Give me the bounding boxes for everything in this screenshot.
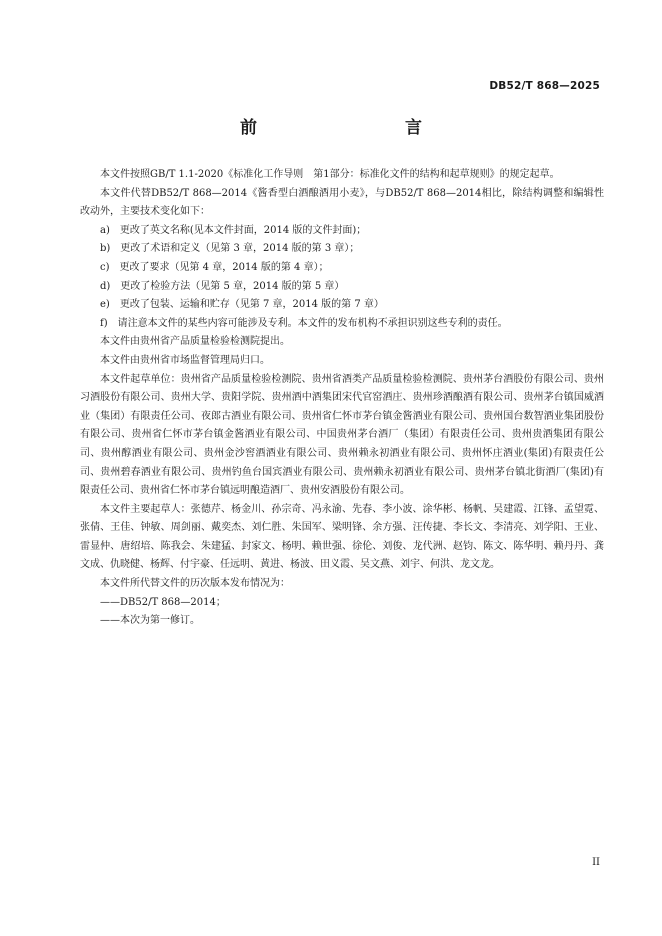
list-item: a) 更改了英文名称(见本文件封面，2014 版的文件封面)； (100, 224, 367, 236)
history-item: ——本次为第一修订。 (100, 615, 200, 627)
foreword-body (80, 166, 604, 631)
paragraph-replacement: 本文件代替DB52/T 868—2014《酱香型白酒酿酒用小麦》，与DB52/T 868—2014相比，除结构调整和编辑性改动外，主要技术变化如下： (80, 187, 604, 218)
paragraph-proposer: 本文件由贵州省产品质量检验检测院提出。 (100, 336, 290, 348)
paragraph-drafting-units: 本文件起草单位：贵州省产品质量检验检测院、贵州省酒类产品质量检验检测院、贵州茅台酒股份有限公司、贵州习酒股份有限公司、贵州大学、贵阳学院、贵州酒中酒集团宋代官窑酒庄、贵州珍酒酿酒有限公司、贵州茅台镇国威酒业（集团）有限责任公司、夜郎古酒业有限公司、贵州省仁怀市茅台镇金酱酒业有限公司、贵州国台数智酒业集团股份有限公司、贵州省仁怀市茅台镇金酱酒业有限公司、中国贵州茅台酒厂（集团）有限责任公司、贵州贵酒集团有限公司、贵州醇酒业有限公司、贵州金沙窖酒酒业有限公司、贵州赖永初酒业有限公司、贵州怀庄酒业(集团)有限责任公司、贵州碧春酒业有限公司、贵州钓鱼台国宾酒业有限公司、贵州赖永初酒业有限公司、贵州茅台镇北街酒厂(集团)有限责任公司、贵州省仁怀市茅台镇远明酿造酒厂、贵州安酒股份有限公司。 (80, 373, 604, 497)
list-item: e) 更改了包装、运输和贮存（见第 7 章，2014 版的第 7 章） (100, 299, 384, 311)
paragraph-history-intro: 本文件所代替文件的历次版本发布情况为： (100, 578, 290, 590)
list-item: b) 更改了术语和定义（见第 3 章，2014 版的第 3 章）； (100, 243, 360, 255)
paragraph-manager: 本文件由贵州省市场监督管理局归口。 (100, 354, 270, 366)
paragraph-drafters: 本文件主要起草人：张德芹、杨金川、孙宗奇、冯永渝、先春、李小波、涂华彬、杨帆、吴建霞、江锋、孟望霓、张倩、王佳、钟敏、周剑丽、戴奕杰、刘仁胜、朱国军、梁明锋、余方强、汪传捷、李长文、李清亮、刘学阳、王业、雷显仲、唐绍培、陈我会、朱建猛、封家文、杨明、赖世强、徐伦、刘俊、龙代洲、赵钧、陈文、陈华明、赖丹丹、龚文成、仇晓健、杨辉、付宇豪、任远明、黄进、杨波、田义霞、吴文燕、刘宇、何洪、龙文龙。 (80, 503, 604, 571)
changes-list (80, 222, 604, 334)
history-item: ——DB52/T 868—2014； (100, 596, 226, 608)
page-number: II (592, 857, 600, 868)
page-title: 前 言 (240, 118, 460, 138)
list-item: c) 更改了要求（见第 4 章，2014 版的第 4 章）； (100, 261, 329, 273)
list-item: d) 更改了检验方法（见第 5 章，2014 版的第 5 章） (100, 280, 345, 292)
document-code: DB52/T 868—2025 (489, 80, 600, 92)
paragraph-standard-basis: 本文件按照GB/T 1.1-2020《标准化工作导则 第1部分：标准化文件的结构和起草规则》的规定起草。 (100, 169, 560, 180)
list-item: f) 请注意本文件的某些内容可能涉及专利。本文件的发布机构不承担识别这些专利的责任。 (100, 317, 508, 329)
